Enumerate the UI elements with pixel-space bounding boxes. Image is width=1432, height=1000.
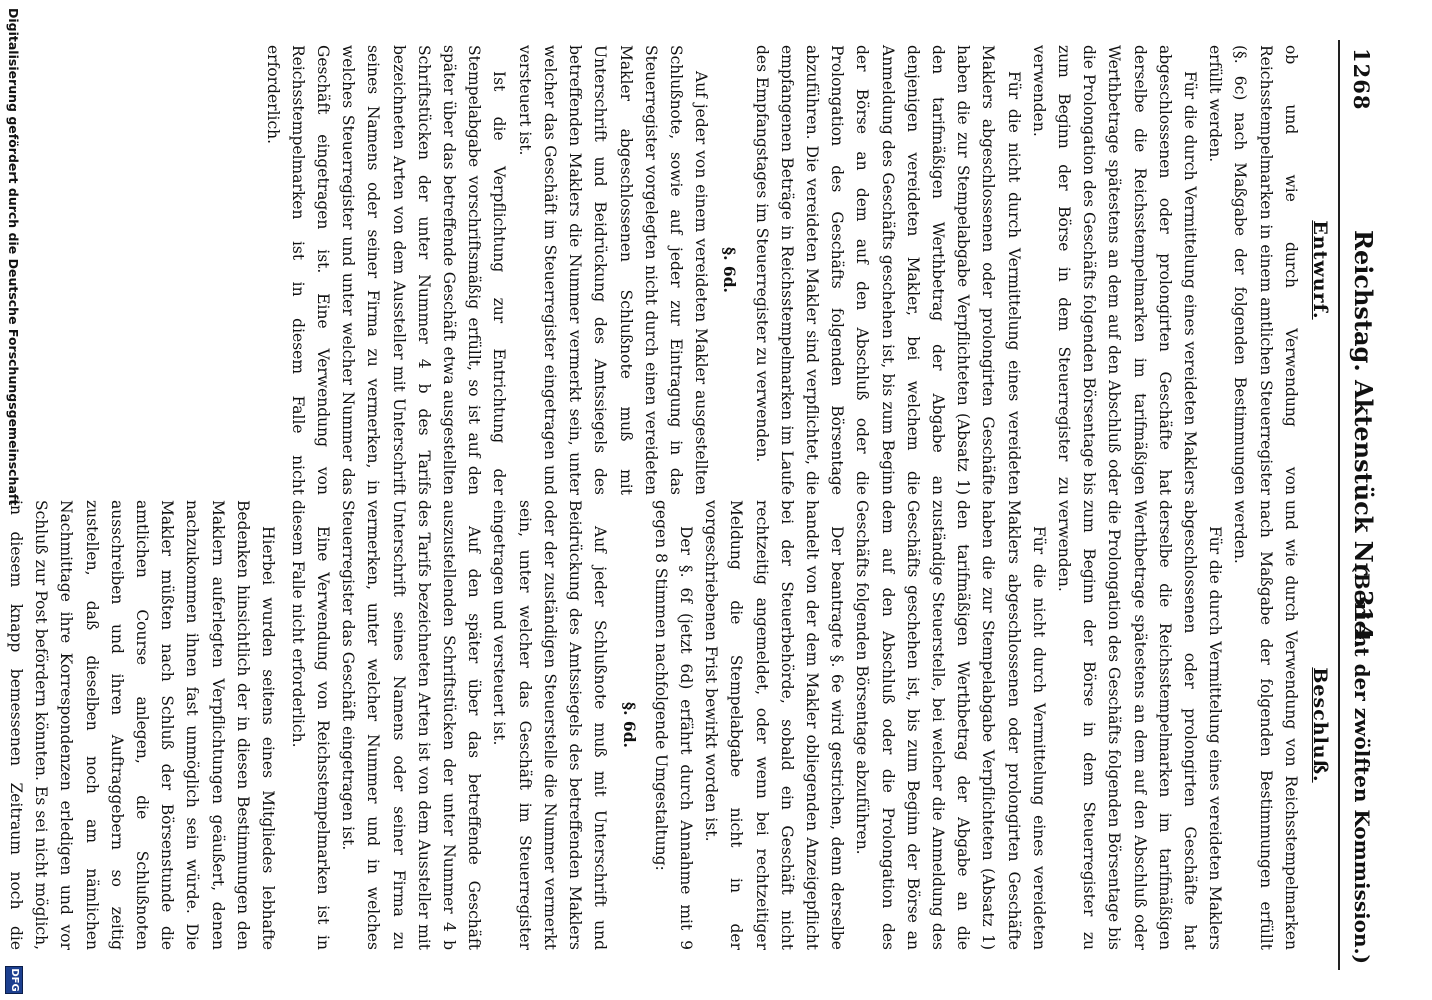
paragraph: Für die nicht durch Vermittelung eines vereideten Maklers abgeschlossenen oder prolongirten Geschäfte haben die zur Stempelabgabe Verpflichteten (Absatz 1) den tarifmäßigen Werthbetrag der Abgabe an denjenigen vereideten Makler, bei welchem die Anmeldung des Geschäfts geschehen ist, bis zum Beginn der Börse an dem auf den Abschluß oder die Prolongation des Geschäfts folgenden Börsentage abzuführen. Die vereideten Makler sind verpflichtet, die empfangenen Beträge in Reichsstempelmarken im Laufe des Empfangstages im Steuerregister zu verwenden. [752, 45, 1023, 495]
paragraph: Der beantragte §. 6e wird gestrichen, denn derselbe handelt von der dem Makler obliegenden Anzeigepflicht bei der Steuerbehörde, sobald ein Geschäft nicht rechtzeitig angemeldet, oder wenn bei rechtzeitiger Meldung die Stempelabgabe nicht in der vorgeschriebenen Frist bewirkt worden ist. [702, 500, 847, 950]
paragraph: Auf jeder Schlußnote muß mit Unterschrift und Beidrückung des Amtssiegels des betreffenden Maklers oder der zuständigen Steuerstelle die Nummer vermerkt sein, unter welcher das Geschäft im Steuerregister eingetragen und versteuert ist. [490, 500, 610, 950]
dfg-logo-icon: DFG [5, 966, 23, 994]
section-heading: §. 6d. [720, 247, 740, 293]
paragraph: und wie durch Verwendung von Reichsstempelmarken nach Maßgabe der folgenden Bestimmungen erfüllt werden. [1231, 500, 1300, 950]
report-section [0, 500, 280, 950]
section-heading: §. 6d. [619, 702, 639, 748]
column-heading-entwurf: Entwurf. [1309, 220, 1331, 320]
header-title: Reichstag. Aktenstück Nr. 314. [1349, 230, 1378, 649]
paragraph: ob und wie durch Verwendung von Reichsstempelmarken in einem amtlichen Steuerregister (§. 6c) nach Maßgabe der folgenden Bestimmungen erfüllt werden. [1206, 45, 1300, 495]
paragraph: Für die nicht durch Vermittelung eines vereideten Maklers abgeschlossenen oder prolongirten Geschäfte haben die zur Stempelabgabe Verpflichteten (Absatz 1) den tarifmäßigen Werthbetrag der Abgabe an die zuständige Steuerstelle, bei welcher die Anmeldung des Geschäfts geschehen ist, bis zum Beginn der Börse an dem auf den Abschluß oder die Prolongation des Geschäfts folgenden Börsentage abzuführen. [853, 500, 1048, 950]
paragraph: Der §. 6f (jetzt 6d) erfährt durch Annahme mit 9 gegen 8 Stimmen nachfolgende Umgestaltung: [651, 500, 695, 950]
right-column-beschluss [285, 500, 1332, 950]
footer-credit: Digitalisierung gefördert durch die Deutsche Forschungsgemeinschaft [6, 8, 21, 506]
paragraph: Auf den später über das betreffende Geschäft auszustellenden Schriftstücken der unter Nummer 4 b des Tarifs bezeichneten Arten ist von dem Aussteller mit Unterschrift seines Namens oder seiner Firma zu vermerken, unter welcher Nummer und in welches Steuerregister das Geschäft eingetragen ist. [339, 500, 484, 950]
paragraph: Auf jeder von einem vereideten Makler ausgestellten Schlußnote, sowie auf jeder zur Eintragung in das Steuerregister vorgelegten nicht durch einen vereideten Makler abgeschlossenen Schlußnote muß mit Unterschrift und Beidrückung des Amtssiegels des betreffenden Maklers die Nummer vermerkt sein, unter welcher das Geschäft im Steuerregister eingetragen und versteuert ist. [515, 45, 711, 495]
page-header [1338, 40, 1380, 970]
paragraph: Eine Verwendung von Reichsstempelmarken ist in diesem Falle nicht erforderlich. [288, 500, 333, 950]
paragraph: Für die durch Vermittelung eines vereideten Maklers abgeschlossenen oder prolongirten Geschäfte hat derselbe die Reichsstempelmarken im tarifmäßigen Werthbetrage spätestens an dem auf den Abschluß oder die Prolongation des Geschäfts folgenden Börsentage bis zum Beginn der Börse in dem Steuerregister zu verwenden. [1029, 45, 1199, 495]
paragraph: Für die durch Vermittelung eines vereideten Maklers abgeschlossenen oder prolongirten Geschäfte hat derselbe die Reichsstempelmarken im tarifmäßigen Werthbetrage spätestens an dem auf den Abschluß oder die Prolongation des Geschäfts folgenden Börsentage bis zum Beginn der Börse in dem Steuerregister zu verwenden. [1054, 500, 1225, 950]
left-column-entwurf [259, 45, 1332, 495]
column-heading-beschluss: Beschluß. [1309, 667, 1331, 783]
header-subtitle: (Bericht der zwölften Kommission.) [1350, 563, 1374, 964]
paragraph: Hierbei wurden seitens eines Mitgliedes lebhafte Bedenken hinsichtlich der in diesen Bestimmungen den Maklern auferlegten Verpflichtungen geäußert, denen nachzukommen ihnen fast unmöglich sein würde. Die Makler müßten nach Schluß der Börsenstunde die amtlichen Course anlegen, die Schlußnoten ausschreiben und ihren Auftraggebern so zeitig zustellen, daß dieselben noch am nämlichen Nachmittage ihre Korrespondenzen erledigen und vor Schluß zur Post befördern könnten. Es sei nicht möglich, in diesem knapp bemessenen Zeitraum noch die [6, 500, 277, 950]
paragraph: Ist die Verpflichtung zur Entrichtung der Stempelabgabe vorschriftsmäßig erfüllt, so ist auf den später über das betreffende Geschäft etwa ausgestellten Schriftstücken der unter Nummer 4 b des Tarifs bezeichneten Arten von dem Aussteller mit Unterschrift seines Namens oder seiner Firma zu vermerken, in welches Steuerregister und unter welcher Nummer das Geschäft eingetragen ist. Eine Verwendung von Reichsstempelmarken ist in diesem Falle nicht erforderlich. [263, 45, 509, 495]
page-number: 1268 [1349, 48, 1374, 111]
digitization-footer [3, 0, 25, 1000]
